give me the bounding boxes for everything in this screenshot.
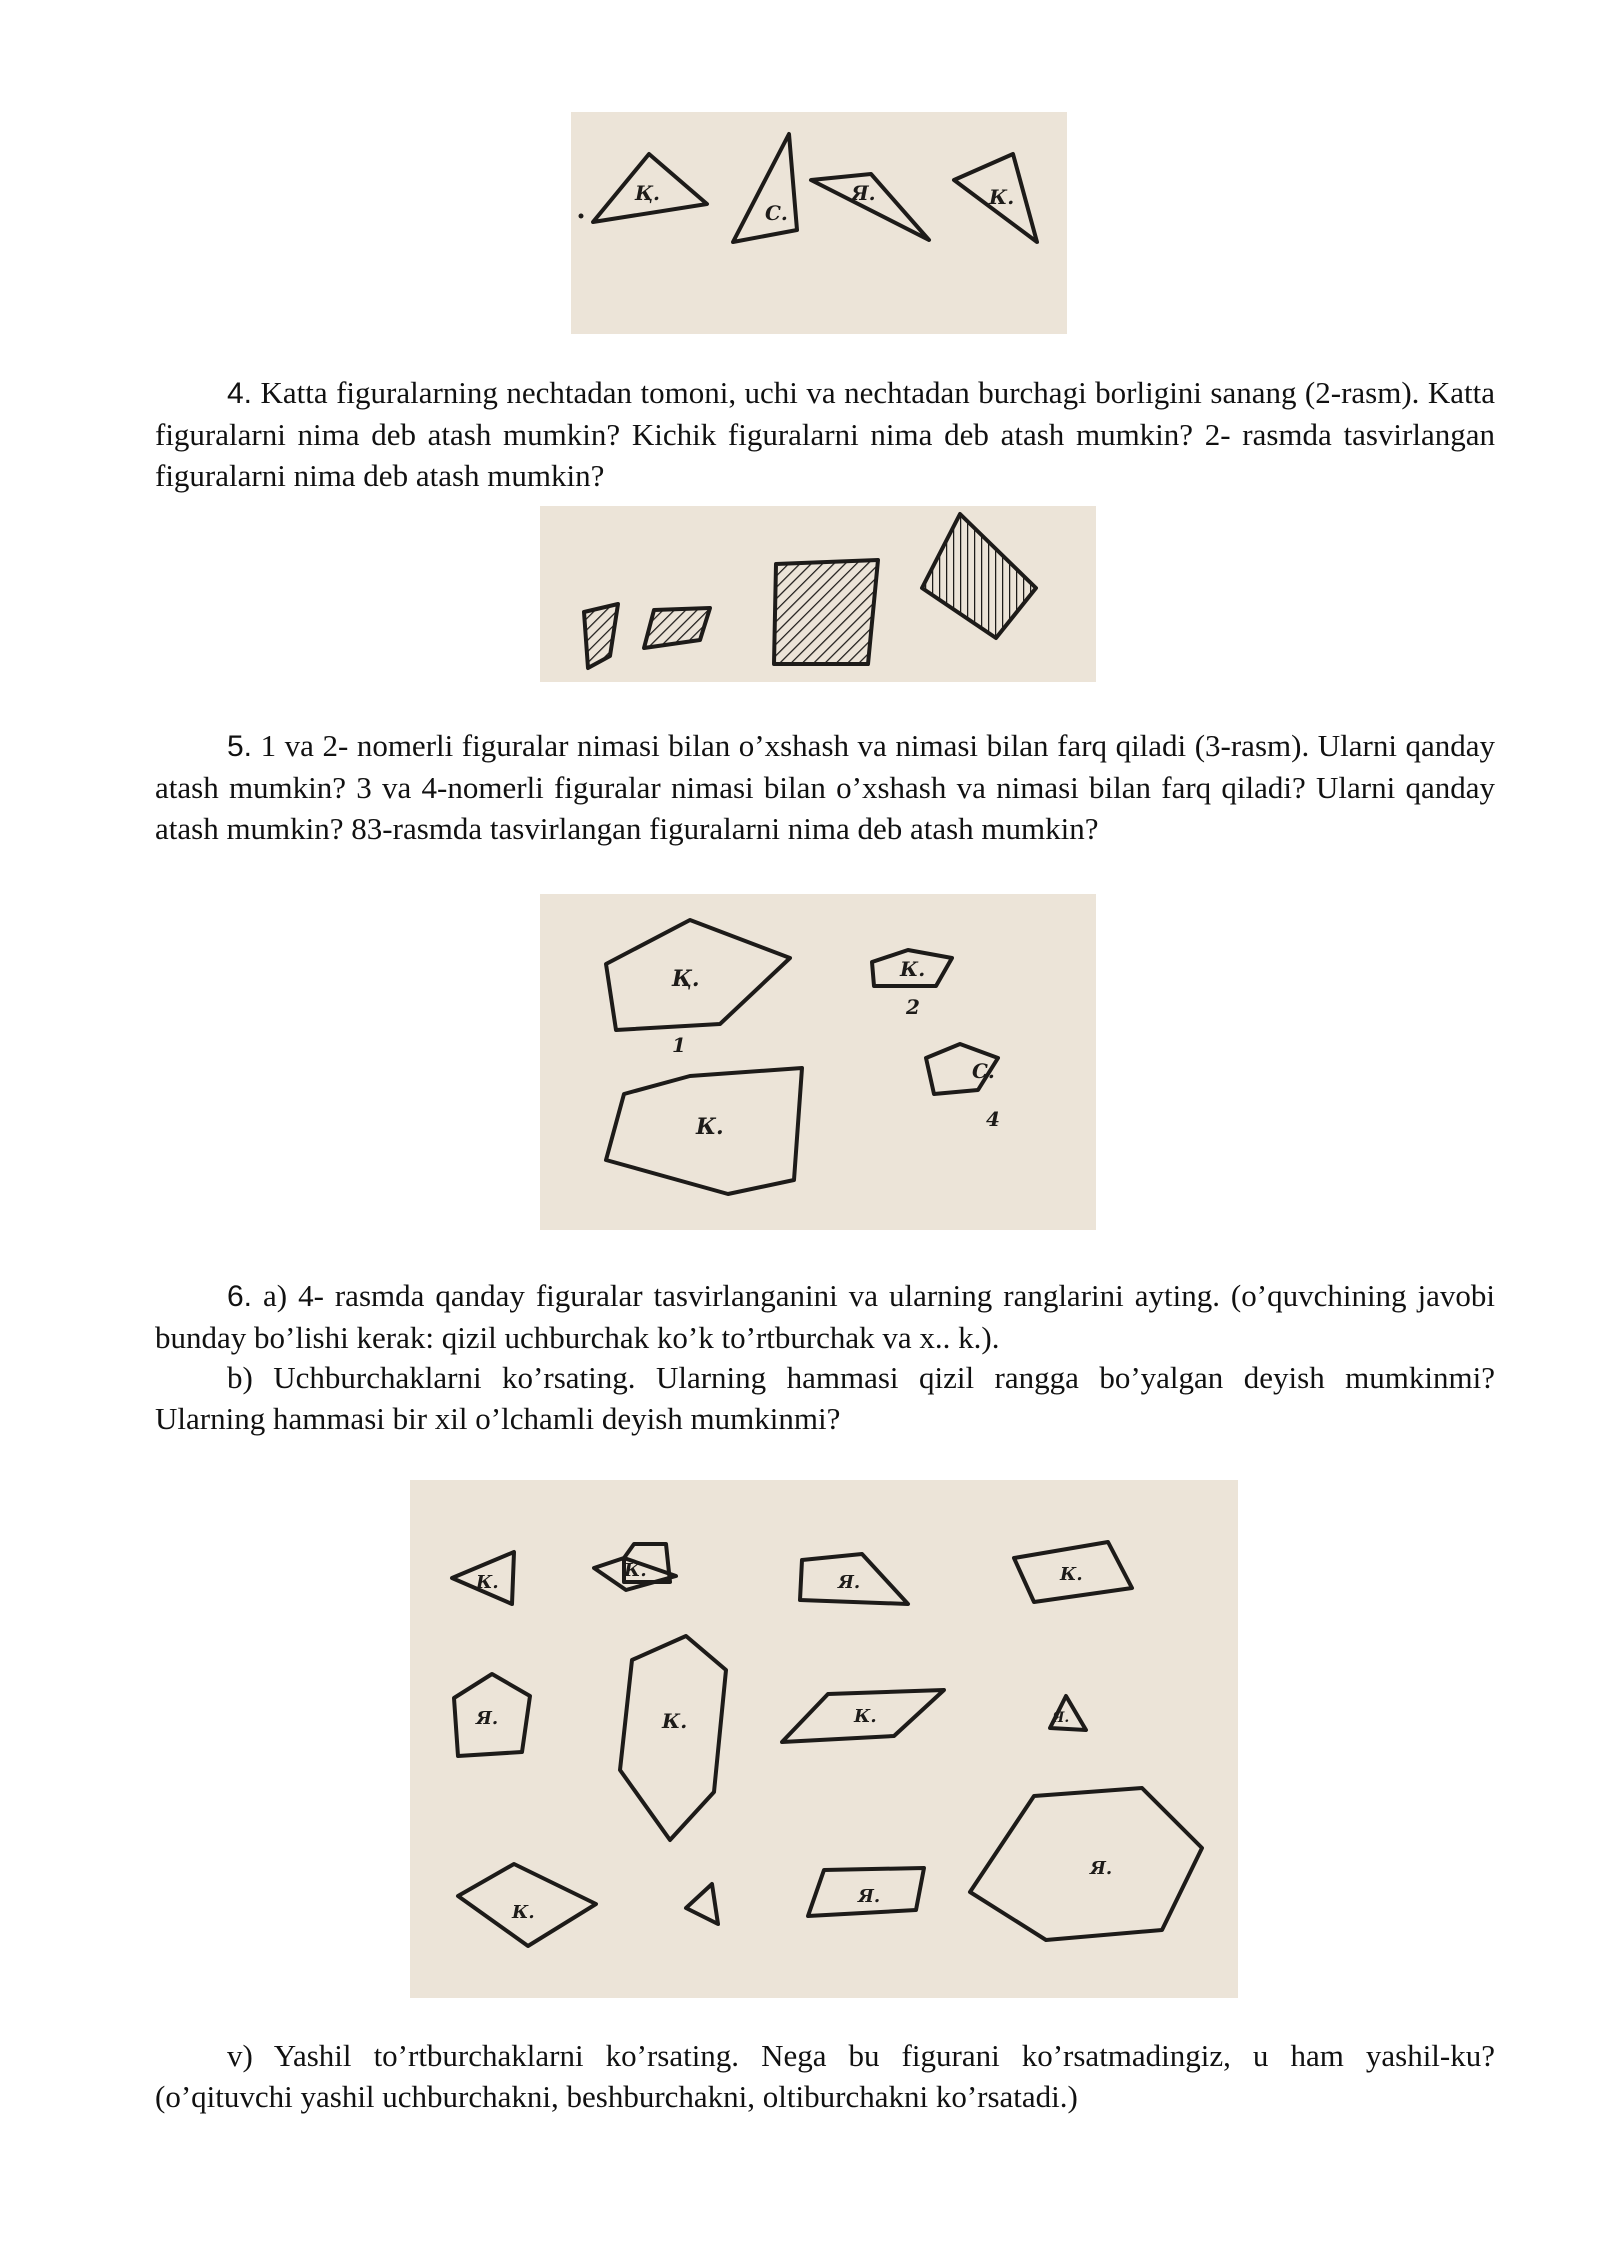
pentagons-drawing: [540, 894, 1096, 1230]
figure-label: К.: [696, 1114, 724, 1140]
figure-label: К.: [624, 1560, 647, 1581]
paragraph-text: v) Yashil to’rtburchaklarni ko’rsating. Nega bu figurani ko’rsatmadingiz, u ham yashil-ku? (o’qituvchi yashil uchburchakni, beshburchakni, oltiburchakni ko’rsatadi.): [155, 2038, 1495, 2114]
figure-label: Я.: [858, 1886, 881, 1907]
hexagon-large: [970, 1788, 1202, 1940]
figure-label: Я.: [1090, 1858, 1113, 1879]
paragraph-4: [155, 372, 1495, 496]
figure-label: Я.: [851, 181, 876, 205]
figure-label: К.: [662, 1709, 688, 1733]
item-number: 6.: [227, 1280, 253, 1313]
figure-number: 2: [906, 995, 920, 1019]
figure-label: Я.: [476, 1708, 499, 1729]
figure-label: Я.: [1052, 1710, 1070, 1726]
large-quadrilateral: [774, 560, 878, 664]
figure-number: 1: [672, 1033, 686, 1057]
paragraph-6a: [155, 1275, 1495, 1358]
small-parallelogram: [644, 608, 710, 648]
hatched-shapes-drawing: [540, 506, 1096, 682]
figure-number: 4: [986, 1107, 1000, 1131]
paragraph-text: Katta figuralarning nechtadan tomoni, uchi va nechtadan burchagi borligini sanang (2-rasm). Katta figuralarni nima deb atash mumkin? Kichik figuralarni nima deb atash mumkin? 2- rasmda tasvirlangan figuralarni nima deb atash mumkin?: [155, 375, 1495, 493]
small-triangle: [686, 1884, 718, 1924]
figure-label: Я.: [838, 1572, 861, 1593]
figure-label: К.: [989, 185, 1015, 209]
figure-label: С.: [765, 201, 788, 225]
paragraph-5: [155, 725, 1495, 849]
figure-label: Қ.: [635, 181, 661, 205]
small-rhombus: [584, 604, 618, 668]
paragraph-text: b) Uchburchaklarni ko’rsating. Ularning hammasi qizil rangga bo’yalgan deyish mumkinmi? Ularning hammasi bir xil o’lchamli deyish mumkinmi?: [155, 1360, 1495, 1436]
figure-label: К.: [476, 1572, 499, 1593]
figure-label: К.: [854, 1706, 877, 1727]
paragraph-text: 1 va 2- nomerli figuralar nimasi bilan o’xshash va nimasi bilan farq qiladi (3-rasm). Ularni qanday atash mumkin? 3 va 4-nomerli figuralar nimasi bilan o’xshash va nimasi bilan farq qiladi? Ularni qanday atash mumkin? 83-rasmda tasvirlangan figuralarni nima deb atash mumkin?: [155, 728, 1496, 846]
paragraph-6b: [155, 1357, 1495, 1439]
figure-mixed-polygons: [410, 1480, 1238, 1998]
hexagon: [620, 1636, 726, 1840]
triangle-shape: [733, 134, 797, 242]
figure-hatched-shapes: [540, 506, 1096, 682]
figure-label: С.: [972, 1059, 995, 1083]
figure-pentagons: [540, 894, 1096, 1230]
figure-label: К.: [900, 957, 926, 981]
paragraph-text: a) 4- rasmda qanday figuralar tasvirlanganini va ularning ranglarini ayting. (o’quvchining javobi bunday bo’lishi kerak: qizil uchburchak ko’k to’rtburchak va x.. k.).: [155, 1278, 1496, 1355]
paragraph-6v: [155, 2035, 1495, 2117]
item-number: 5.: [227, 730, 253, 763]
mixed-polygons-drawing: [410, 1480, 1238, 1998]
item-number: 4.: [227, 377, 253, 410]
triangles-drawing: [571, 112, 1067, 334]
figure-label: Қ.: [672, 966, 700, 992]
figure-triangles: [571, 112, 1067, 334]
figure-label: К.: [512, 1902, 535, 1923]
figure-label: К.: [1060, 1564, 1083, 1585]
large-quadrilateral-2: [922, 514, 1036, 638]
